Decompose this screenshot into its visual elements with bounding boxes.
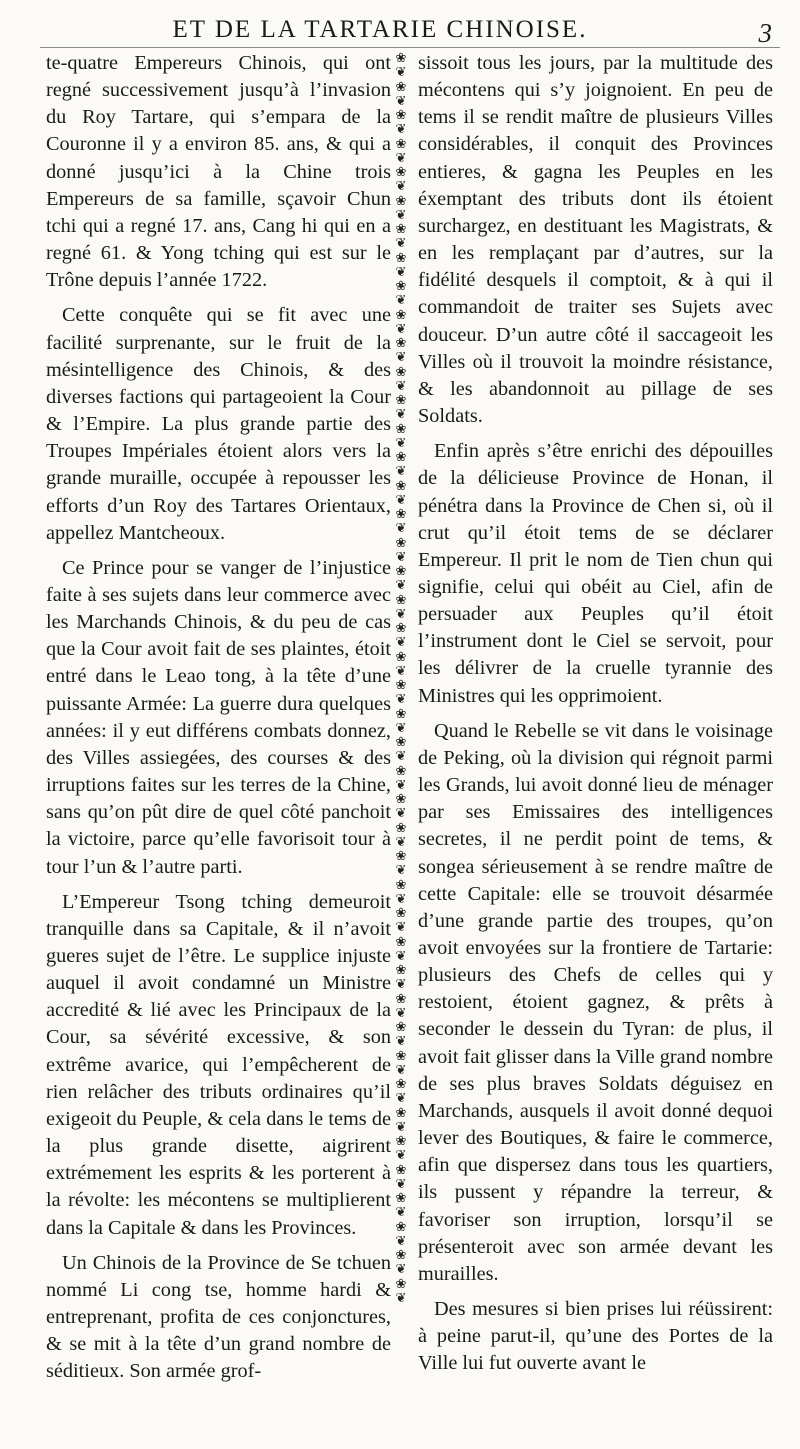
paragraph: Enfin après s’être enrichi des dépouilles de la délicieuse Province de Honan, il pénétra dans la Province de Chen si, où il crut qu’il étoit tems de se déclarer Empereur. Il prit le nom de Tien chun qui signifie, celui qui obéit au Ciel, afin de persuader aux Peuples qu’il étoit l’instrument dont le Ciel se servoit, pour les délivrer de la cruelle tyrannie des Ministres qui les opprimoient. (418, 440, 773, 707)
left-column (46, 50, 391, 1386)
paragraph: te-quatre Empereurs Chinois, qui ont regné successivement jusqu’à l’invasion du Roy Tartare, qui s’empara de la Couronne il y a environ 85. ans, & qui a donné jusqu’ici à la Chine trois Empereurs de sa famille, sçavoir Chun tchi qui a regné 17. ans, Cang hi qui en a regné 61. & Yong tching qui est sur le Trône depuis l’année 1722. (46, 52, 391, 292)
page-number: 3 (758, 18, 772, 48)
header-rule (40, 47, 780, 48)
paragraph: Ce Prince pour se vanger de l’injustice faite à ses sujets dans leur commerce avec les Marchands Chinois, & du peu de cas que la Cour avoit fait de ses plaintes, étoit entré dans le Leao tong, à la tête d’une puissante Armée: La guerre dura quelques années: il y eut différens combats donnez, des Villes assiegées, des courses & des irruptions faites sur les terres de la Chine, sans qu’on pût dire de quel côté panchoit la victoire, parce qu’elle favorisoit tour à tour l’un & l’autre parti. (46, 556, 391, 878)
paragraph: Un Chinois de la Province de Se tchuen nommé Li cong tse, homme hardi & entreprenant, profita de ces conjonctures, & se mit à la tête d’un grand nombre de séditieux. Son armée grof- (46, 1251, 391, 1383)
paragraph: Cette conquête qui se fit avec une facilité surprenante, sur le fruit de la mésintelligence des Chinois, & des diverses factions qui partageoient la Cour & l’Empire. La plus grande partie des Troupes Impériales étoient alors vers la grande muraille, occupée à repousser les efforts d’un Roy des Tartares Orientaux, appellez Mantcheoux. (46, 304, 391, 544)
paragraph: Quand le Rebelle se vit dans le voisinage de Peking, où la division qui régnoit parmi les Grands, lui avoit donné lieu de ménager par ses Emissaires des intelligences secretes, il ne perdit point de tems, & songea sérieusement à se rendre maître de cette Capitale: elle se trouvoit désarmée d’une grande partie des troupes, qu’on avoit envoyées sur la frontiere de Tartarie: plusieurs des Chefs de celles qui y restoient, étoient gagnez, & prêts à seconder le dessein du Tyran: de plus, il avoit fait glisser dans la Ville grand nombre de ses plus braves Soldats déguisez en Marchands, ausquels il avoit donné dequoi lever des Boutiques, & faire le commerce, afin que dispersez dans tous les quartiers, ils pussent y répandre la terreur, & favoriser son irruption, lorsqu’il se présenteroit avec son armée devant les murailles. (418, 719, 773, 1285)
running-title: ET DE LA TARTARIE CHINOISE. (172, 16, 588, 43)
paragraph: Des mesures si bien prises lui réüssirent: à peine parut-il, qu’une des Portes de la Ville lui fut ouverte avant le (418, 1298, 773, 1375)
paragraph: L’Empereur Tsong tching demeuroit tranquille dans sa Capitale, & il n’avoit gueres sujet de l’être. Le supplice injuste auquel il avoit condamné un Ministre accredité & lié avec les Principaux de la Cour, sa sévérité excessive, & son extrême avarice, qui l’empêcherent de rien relâcher des tributs ordinaires qu’il exigeoit du Peuple, & cela dans le tems de la plus grande disette, aigrirent extrémement les esprits & les porterent à la révolte: les mécontens se multiplierent dans la Capitale & dans les Provinces. (46, 890, 391, 1239)
right-column (418, 50, 773, 1378)
fleuron-column-divider: ❀ ❦ ❀ ❦ ❀ ❦ ❀ ❦ ❀ ❦ ❀ ❦ ❀ ❦ ❀ ❦ ❀ ❦ ❀ ❦ ❀ ❦ ❀ ❦ ❀ ❦ ❀ ❦ ❀ ❦ ❀ ❦ ❀ ❦ ❀ ❦ ❀ ❦ ❀ ❦ ❀ ❦ ❀ ❦ ❀ ❦ ❀ ❦ ❀ ❦ ❀ ❦ ❀ ❦ ❀ ❦ ❀ ❦ ❀ ❦ ❀ ❦ ❀ ❦ ❀ ❦ ❀ ❦ ❀ ❦ ❀ ❦ ❀ ❦ ❀ ❦ ❀ ❦ ❀ ❦ ❀ ❦ ❀ ❦ ❀ ❦ ❀ ❦ (395, 51, 407, 1306)
paragraph: sissoit tous les jours, par la multitude des mécontens qui s’y joignoient. En peu de tems il se rendit maître de plusieurs Villes considérables, il conquit des Provinces entieres, & gagna les Peuples en les éxemptant des tributs dont ils étoient surchargez, en destituant les Magistrats, & en les remplaçant par d’autres, sur la fidélité desquels il comptoit, & à qui il commandoit de traiter ses Sujets avec douceur. D’un autre côté il saccageoit les Villes où il trouvoit la moindre résistance, & les abandonnoit au pillage de ses Soldats. (418, 52, 773, 428)
